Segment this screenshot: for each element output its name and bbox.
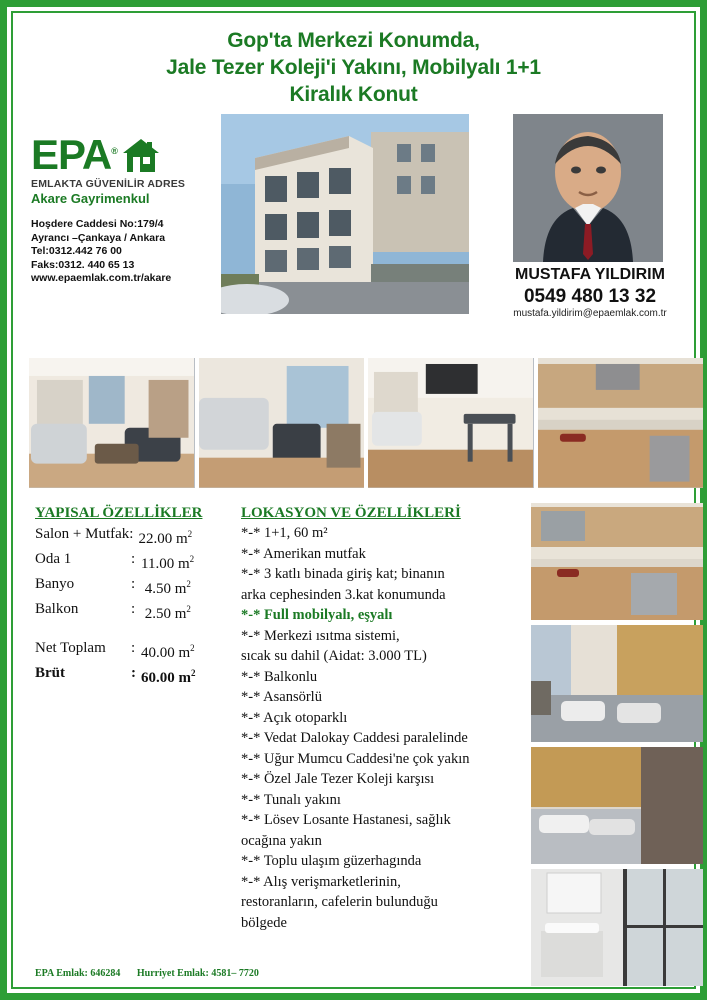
row-sep: : [131, 551, 136, 567]
headline-line-1: Gop'ta Merkezi Konumda, [227, 29, 480, 52]
row-label: Balkon [35, 601, 79, 617]
brand-text: EPA [31, 131, 112, 178]
living-room-photo-2[interactable] [199, 358, 365, 488]
structural-properties-section [35, 505, 235, 688]
row-label: Net Toplam [35, 640, 106, 656]
footer-hurriyet-id: Hurriyet Emlak: 4581– 7720 [136, 968, 259, 979]
address-website[interactable]: www.epaemlak.com.tr/akare [31, 272, 172, 284]
bedroom-photo-2[interactable] [531, 747, 703, 864]
row-sep: : [131, 601, 136, 617]
table-row [35, 599, 235, 624]
table-row [35, 574, 235, 599]
page-title [53, 27, 654, 108]
row-value: 2.50 $m^2$ [144, 604, 191, 622]
logo-row [31, 130, 231, 176]
list-item: *-* 3 katlı binada giriş kat; binanın [241, 566, 445, 582]
agent-name: MUSTAFA YILDIRIM [515, 266, 665, 283]
list-item: *-* Merkezi ısıtma sistemi, [241, 627, 400, 644]
address-line-1: Hoşdere Caddesi No:179/4 [31, 218, 164, 230]
location-title: LOKASYON VE ÖZELLİKLERİ [241, 505, 461, 521]
address-fax: Faks:0312. 440 65 13 [31, 258, 135, 271]
flyer-inner-border [11, 11, 696, 989]
trademark-symbol: ® [111, 146, 117, 156]
list-item: *-* Uğur Mumcu Caddesi'ne çok yakın [241, 750, 470, 767]
footer-epa-id: EPA Emlak: 646284 [35, 968, 121, 979]
row-value: 4.50 $m^2$ [144, 579, 191, 597]
list-item: *-* Amerikan mutfak [241, 545, 366, 562]
list-item: restoranların, cafelerin bulunduğu [241, 894, 438, 910]
structural-title: YAPISAL ÖZELLİKLER [35, 505, 203, 521]
row-value: 22.00 $m^2$ [138, 529, 193, 547]
row-value: 11.00 $m^2$ [141, 554, 195, 572]
list-item: *-* Alış verişmarketlerinin, [241, 873, 401, 890]
bedroom-photo-1[interactable] [531, 625, 703, 742]
address-phone: Tel:0312.442 76 00 [31, 245, 122, 257]
list-item: *-* 1+1, 60 m² [241, 525, 328, 541]
building-exterior-photo [221, 114, 469, 314]
row-label: Salon + Mutfak: [35, 526, 134, 542]
address-line-2: Ayrancı –Çankaya / Ankara [31, 231, 166, 244]
logo-slogan: EMLAKTA GÜVENİLİR ADRES [31, 178, 186, 190]
brand-wordmark [31, 130, 117, 176]
table-row [35, 524, 235, 549]
headline-line-2: Jale Tezer Koleji'i Yakını, Mobilyalı 1+1 [166, 56, 541, 79]
spacer [35, 624, 235, 638]
row-value: 60.00 $m^2$ [141, 668, 196, 686]
list-item: sıcak su dahil (Aidat: 3.000 TL) [241, 648, 427, 664]
row-label: Banyo [35, 576, 75, 592]
row-sep: : [131, 640, 136, 656]
office-address [31, 218, 231, 286]
list-item: ocağına yakın [241, 832, 322, 849]
agent-phone[interactable]: 0549 480 13 32 [523, 286, 657, 307]
bathroom-photo[interactable] [531, 869, 703, 986]
row-label: Oda 1 [35, 551, 72, 567]
list-item: *-* Toplu ulaşım güzerhagında [241, 853, 422, 869]
agent-photo [513, 114, 663, 262]
location-features-section [241, 505, 523, 934]
living-room-photo-1[interactable] [29, 358, 195, 488]
agent-email[interactable]: mustafa.yildirim@epaemlak.com.tr [513, 308, 667, 319]
dining-area-photo[interactable] [368, 358, 534, 488]
row-sep: : [131, 576, 136, 592]
table-row-gross [35, 663, 235, 688]
list-item-highlight: *-* Full mobilyalı, eşyalı [241, 607, 393, 623]
list-item: *-* Balkonlu [241, 668, 318, 685]
list-item: *-* Açık otoparklı [241, 709, 348, 726]
list-item: arka cephesinden 3.kat konumunda [241, 586, 446, 603]
right-photo-column [531, 503, 703, 991]
header-band [13, 114, 694, 319]
photo-strip [29, 358, 703, 488]
company-logo-block [31, 130, 231, 286]
row-sep: : [131, 665, 136, 681]
list-item: *-* Özel Jale Tezer Koleji karşısı [241, 771, 435, 787]
logo-office-name: Akare Gayrimenkul [31, 191, 150, 206]
list-item: *-* Tunalı yakını [241, 791, 341, 808]
table-row [35, 549, 235, 574]
house-icon [121, 136, 161, 176]
list-item: bölgede [241, 914, 287, 931]
row-label: Brüt [35, 665, 65, 681]
kitchen-photo[interactable] [538, 358, 704, 488]
table-row-total [35, 638, 235, 663]
row-value: 40.00 $m^2$ [141, 643, 195, 661]
list-item: *-* Asansörlü [241, 689, 322, 705]
kitchen-detail-photo[interactable] [531, 503, 703, 620]
headline-line-3: Kiralık Konut [289, 83, 418, 106]
footer-ids [35, 968, 273, 979]
list-item: *-* Vedat Dalokay Caddesi paralelinde [241, 730, 468, 746]
list-item: *-* Lösev Losante Hastanesi, sağlık [241, 812, 451, 828]
